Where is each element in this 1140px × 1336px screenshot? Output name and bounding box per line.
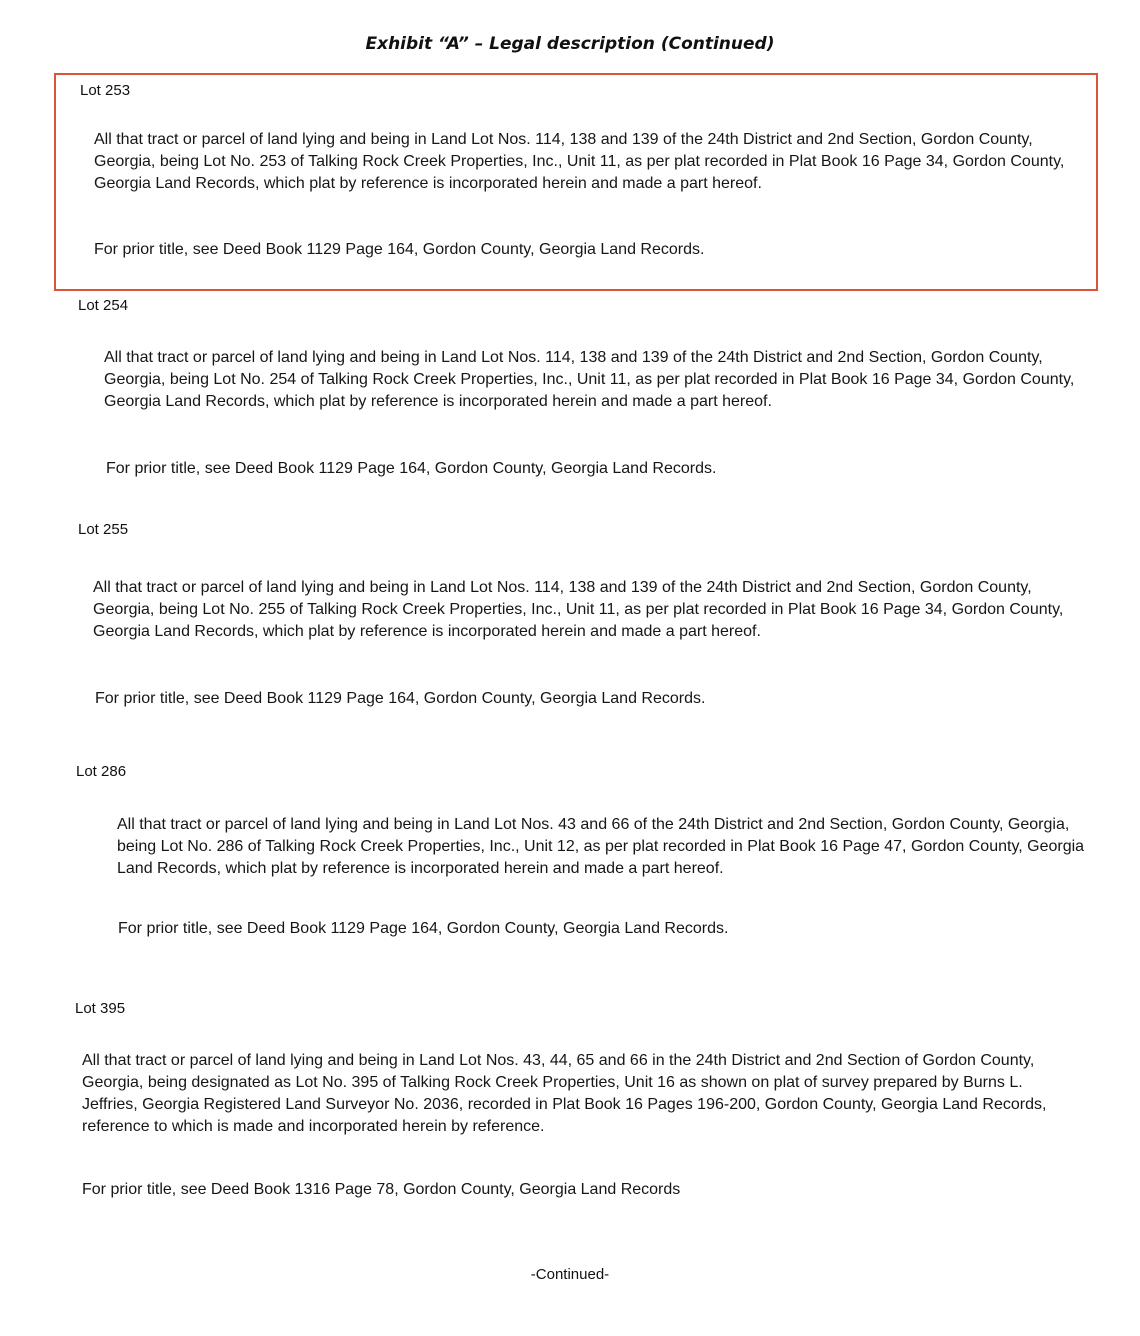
lot-label: Lot 254 <box>78 297 129 314</box>
lot-description: All that tract or parcel of land lying and being in Land Lot Nos. 114, 138 and 139 of the 24th District and 2nd Section, Gordon County, Georgia, being Lot No. 255 of Talking Rock Creek Properties, Inc., Unit 11, as per plat recorded in Plat Book 16 Page 34, Gordon County, Georgia Land Records, which plat by reference is incorporated herein and made a part hereof. <box>93 579 1064 640</box>
prior-title: For prior title, see Deed Book 1129 Page 164, Gordon County, Georgia Land Records. <box>118 920 729 937</box>
lot-description: All that tract or parcel of land lying and being in Land Lot Nos. 43, 44, 65 and 66 in the 24th District and 2nd Section of Gordon County, Georgia, being designated as Lot No. 395 of Talking Rock Creek Properties, Unit 16 as shown on plat of survey prepared by Burns L. Jeffries, Georgia Registered Land Surveyor No. 2036, recorded in Plat Book 16 Pages 196-200, Gordon County, Georgia Land Records, reference to which is made and incorporated herein by reference. <box>82 1052 1047 1135</box>
continued-footer: -Continued- <box>530 1266 610 1283</box>
lot-description: All that tract or parcel of land lying and being in Land Lot Nos. 114, 138 and 139 of the 24th District and 2nd Section, Gordon County, Georgia, being Lot No. 254 of Talking Rock Creek Properties, Inc., Unit 11, as per plat recorded in Plat Book 16 Page 34, Gordon County, Georgia Land Records, which plat by reference is incorporated herein and made a part hereof. <box>104 349 1075 410</box>
lot-label: Lot 286 <box>76 763 127 780</box>
lot-description: All that tract or parcel of land lying and being in Land Lot Nos. 43 and 66 of the 24th District and 2nd Section, Gordon County, Georgia, being Lot No. 286 of Talking Rock Creek Properties, Inc., Unit 12, as per plat recorded in Plat Book 16 Page 47, Gordon County, Georgia Land Records, which plat by reference is incorporated herein and made a part hereof. <box>117 816 1085 877</box>
lot-description: All that tract or parcel of land lying and being in Land Lot Nos. 114, 138 and 139 of the 24th District and 2nd Section, Gordon County, Georgia, being Lot No. 253 of Talking Rock Creek Properties, Inc., Unit 11, as per plat recorded in Plat Book 16 Page 34, Gordon County, Georgia Land Records, which plat by reference is incorporated herein and made a part hereof. <box>94 131 1065 192</box>
lot-label: Lot 395 <box>75 1000 126 1017</box>
lot-label: Lot 255 <box>78 521 129 538</box>
prior-title: For prior title, see Deed Book 1129 Page 164, Gordon County, Georgia Land Records. <box>94 241 705 258</box>
exhibit-title: Exhibit “A” – Legal description (Continued) <box>365 34 775 54</box>
prior-title: For prior title, see Deed Book 1129 Page 164, Gordon County, Georgia Land Records. <box>95 690 706 707</box>
prior-title: For prior title, see Deed Book 1129 Page 164, Gordon County, Georgia Land Records. <box>106 460 717 477</box>
prior-title: For prior title, see Deed Book 1316 Page 78, Gordon County, Georgia Land Records <box>82 1181 681 1198</box>
lot-label: Lot 253 <box>80 82 131 99</box>
